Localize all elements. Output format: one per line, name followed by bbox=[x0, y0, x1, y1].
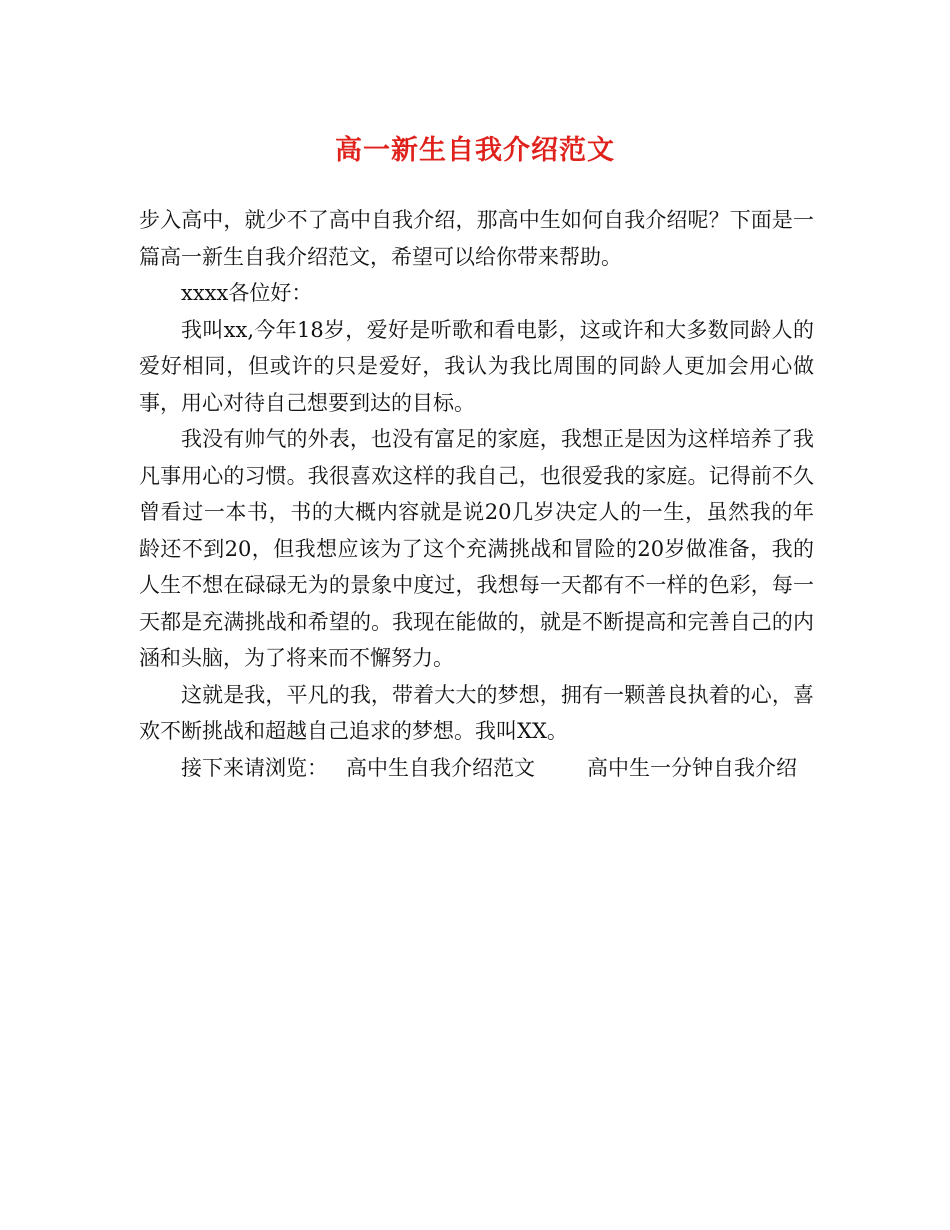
document-title: 高一新生自我介绍范文 bbox=[335, 135, 615, 166]
related-links bbox=[139, 750, 814, 787]
related-link-1[interactable]: 高中生自我介绍范文 bbox=[346, 755, 535, 780]
greeting-paragraph: xxxx各位好： bbox=[181, 281, 313, 305]
intro-paragraph: 步入高中，就少不了高中自我介绍，那高中生如何自我介绍呢？下面是一篇高一新生自我介绍范文，希望可以给你带来帮助。 bbox=[139, 208, 814, 269]
body-paragraph-2: 我没有帅气的外表，也没有富足的家庭，我想正是因为这样培养了我凡事用心的习惯。我很喜欢这样的我自己，也很爱我的家庭。记得前不久曾看过一本书，书的大概内容就是说20几岁决定人的一生，虽然我的年龄还不到20，但我想应该为了这个充满挑战和冒险的20岁做准备，我的人生不想在碌碌无为的景象中度过，我想每一天都有不一样的色彩，每一天都是充满挑战和希望的。我现在能做的，就是不断提高和完善自己的内涵和头脑，为了将来而不懈努力。 bbox=[139, 427, 814, 670]
related-label: 接下来请浏览： bbox=[181, 755, 328, 780]
body-paragraph-1: 我叫xx,今年18岁，爱好是听歌和看电影，这或许和大多数同龄人的爱好相同，但或许的只是爱好，我认为我比周围的同龄人更加会用心做事，用心对待自己想要到达的目标。 bbox=[139, 317, 814, 415]
document-body bbox=[139, 202, 814, 786]
related-link-2[interactable]: 高中生一分钟自我介绍 bbox=[587, 755, 797, 780]
body-paragraph-3: 这就是我，平凡的我，带着大大的梦想，拥有一颗善良执着的心，喜欢不断挑战和超越自己追求的梦想。我叫XX。 bbox=[139, 682, 814, 743]
